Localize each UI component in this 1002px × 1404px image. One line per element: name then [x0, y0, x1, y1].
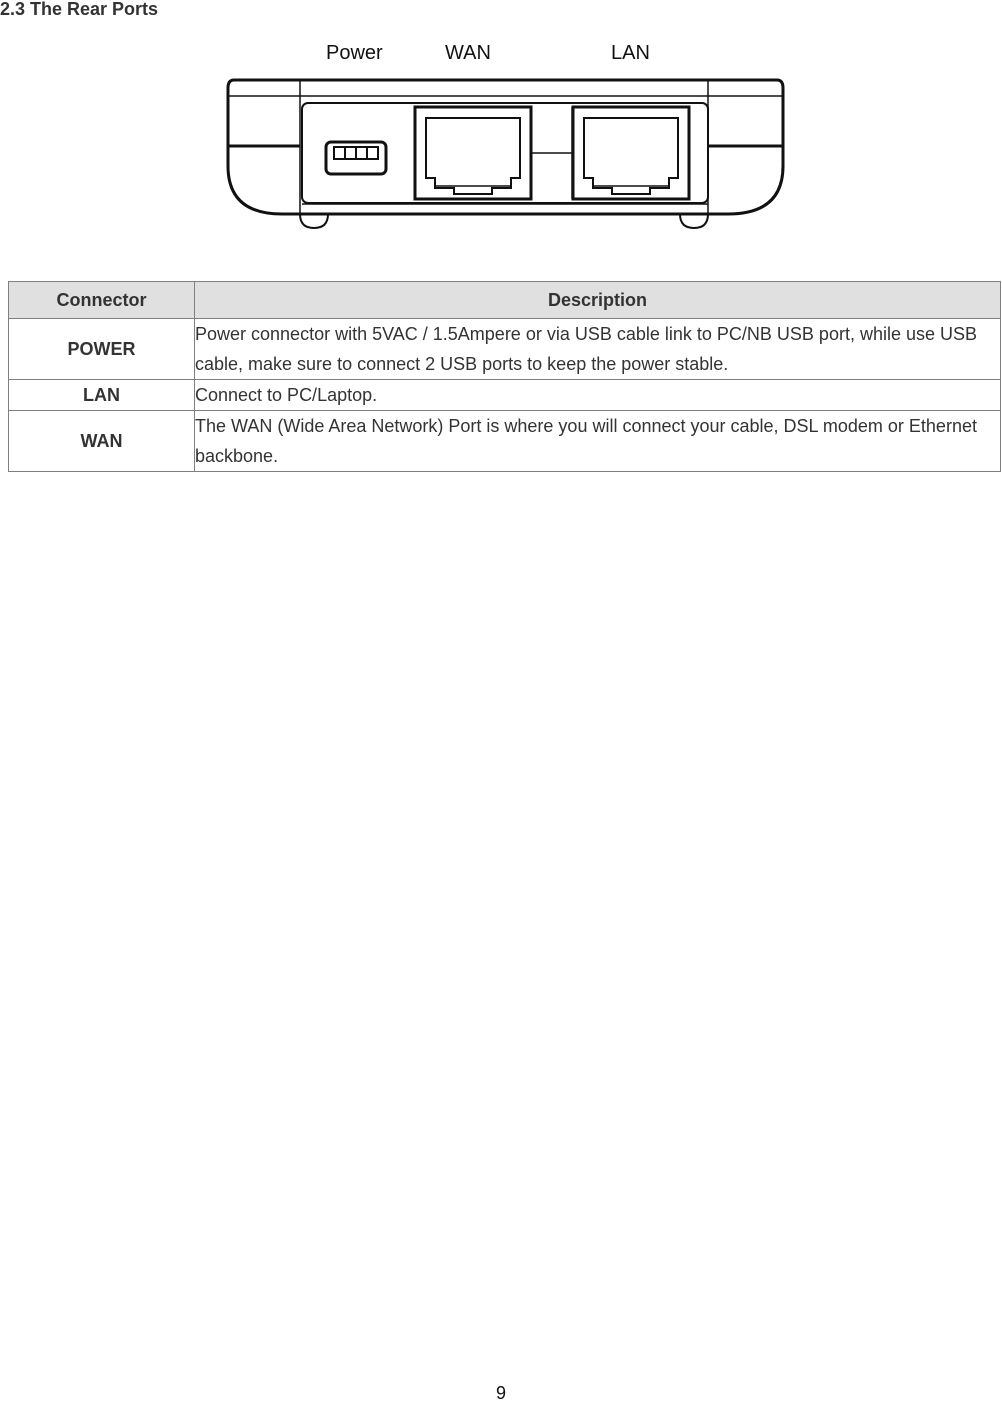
header-connector: Connector — [9, 282, 195, 319]
section-title: 2.3 The Rear Ports — [0, 0, 159, 19]
description-cell: The WAN (Wide Area Network) Port is where you will connect your cable, DSL modem or Ethernet backbone. — [195, 411, 1001, 472]
lan-port-label: LAN — [611, 42, 650, 64]
header-description: Description — [195, 282, 1001, 319]
lan-port-icon — [573, 107, 689, 199]
rear-panel-illustration — [222, 36, 792, 232]
page-number: 9 — [495, 1383, 506, 1403]
connector-cell: POWER — [9, 319, 195, 380]
description-cell: Connect to PC/Laptop. — [195, 380, 1001, 411]
table-header-row — [9, 282, 1001, 319]
connectors-table — [8, 281, 1001, 472]
wan-port-label: WAN — [445, 42, 491, 64]
rear-ports-figure — [222, 36, 792, 232]
connector-cell: LAN — [9, 380, 195, 411]
device-body — [228, 80, 783, 228]
connector-cell: WAN — [9, 411, 195, 472]
power-port-icon — [326, 142, 386, 174]
power-port-label: Power — [326, 42, 383, 64]
table-row — [9, 380, 1001, 411]
description-cell: Power connector with 5VAC / 1.5Ampere or via USB cable link to PC/NB USB port, while use USB cable, make sure to connect 2 USB ports to keep the power stable. — [195, 319, 1001, 380]
table-row — [9, 319, 1001, 380]
wan-port-icon — [415, 107, 531, 199]
table-row — [9, 411, 1001, 472]
